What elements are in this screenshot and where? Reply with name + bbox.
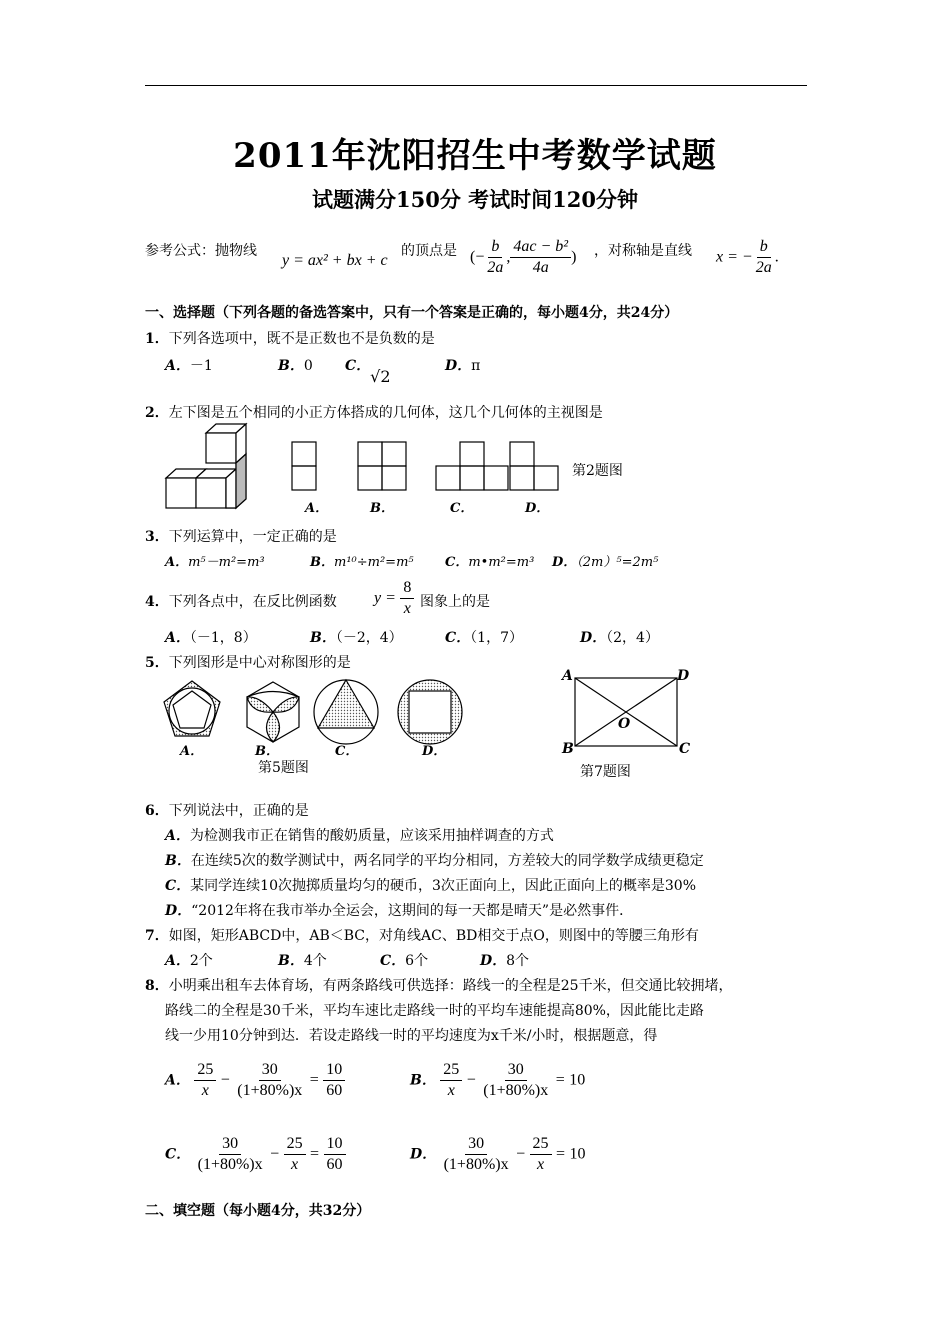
q1-option-a[interactable]: A．－1 (165, 358, 213, 374)
q5-label-d[interactable]: D． (422, 744, 447, 759)
axis-lhs: x = − (716, 248, 753, 266)
q7-caption: 第7题图 (580, 764, 631, 780)
q7-vertex-d: D (677, 668, 690, 684)
q7-option-d[interactable]: D．8个 (480, 953, 530, 969)
vertex-y-num: 4ac − b² (510, 237, 571, 258)
q7-center-o: O (618, 716, 631, 732)
q7-vertex-a: A (562, 668, 573, 684)
q5: 5．下列图形是中心对称图形的是 (145, 655, 351, 671)
vertex-y-den: 4a (532, 259, 549, 276)
page-subtitle: 试题满分150分 考试时间120分钟 (312, 187, 638, 212)
q2-caption: 第2题图 (572, 463, 623, 479)
q4-option-c[interactable]: C．（1，7） (445, 630, 523, 646)
q5-label-a[interactable]: A． (180, 744, 204, 759)
q3-option-b[interactable]: B．m¹⁰÷m²=m⁵ (310, 555, 414, 570)
axis-num: b (757, 237, 771, 258)
q2-solid-figure (160, 420, 260, 512)
formula-axis-text: ，对称轴是直线 (594, 243, 692, 259)
q8-line2: 路线二的全程是30千米，平均车速比走路线一时的平均车速能提高80%，因此能比走路 (165, 1003, 704, 1019)
formula-axis: x = − $\frac{b}{2a}$ . (716, 238, 779, 276)
formula-vertex-text: 的顶点是 (401, 243, 457, 259)
q8-line1: 8．小明乘出租车去体育场，有两条路线可供选择：路线一的全程是25千米，但交通比较拥堵， (145, 978, 733, 994)
q5-figures (160, 676, 470, 748)
q6: 6．下列说法中，正确的是 (145, 803, 309, 819)
q3: 3．下列运算中，一定正确的是 (145, 529, 337, 545)
q7: 7．如图，矩形ABCD中，AB＜BC，对角线AC、BD相交于点O，则图中的等腰三角形有 (145, 928, 699, 944)
section2-heading: 二、填空题（每小题4分，共32分） (145, 1203, 371, 1219)
q7-option-b[interactable]: B．4个 (278, 953, 327, 969)
q5-label-b[interactable]: B． (255, 744, 279, 759)
q4-option-a[interactable]: A．（－1，8） (165, 630, 257, 646)
q4-option-b[interactable]: B．（－2，4） (310, 630, 403, 646)
q2-label-c[interactable]: C． (450, 501, 474, 516)
formula-lead: 参考公式：抛物线 (145, 243, 257, 259)
q4-function: y = $\frac{8}{x}$ (374, 578, 414, 619)
q8-option-a[interactable]: A． $\frac{25}{x}$ − $\frac{30}{(1+80\%)x}$ = $\frac{10}{60}$ (165, 1060, 345, 1101)
q1-option-b[interactable]: B．0 (278, 358, 313, 374)
q7-vertex-b: B (562, 741, 574, 757)
q6-option-c[interactable]: C．某同学连续10次抛掷质量均匀的硬币，3次正面向上，因此正面向上的概率是30% (165, 878, 696, 894)
q8-line3: 线一少用10分钟到达．若设走路线一时的平均速度为x千米/小时，根据题意，得 (165, 1028, 658, 1044)
formula-parabola: y = ax² + bx + c (282, 252, 388, 269)
q7-option-c[interactable]: C．6个 (380, 953, 429, 969)
q1-option-c[interactable]: C．√2 (345, 358, 391, 386)
vertex-x-den: 2a (487, 259, 504, 276)
q7-vertex-c: C (679, 741, 691, 757)
q6-option-b[interactable]: B．在连续5次的数学测试中，两名同学的平均分相同，方差较大的同学数学成绩更稳定 (165, 853, 704, 869)
q2-option-views (290, 440, 570, 492)
q8-option-c[interactable]: C． $\frac{30}{(1+80\%)x}$ − $\frac{25}{x}$ = $\frac{10}{60}$ (165, 1134, 346, 1175)
q6-option-d[interactable]: D．“2012年将在我市举办全运会，这期间的每一天都是晴天”是必然事件． (165, 903, 634, 919)
q5-label-c[interactable]: C． (335, 744, 359, 759)
section1-heading: 一、选择题（下列各题的备选答案中，只有一个答案是正确的，每小题4分，共24分） (145, 305, 679, 321)
q7-option-a[interactable]: A．2个 (165, 953, 213, 969)
q2: 2．左下图是五个相同的小正方体搭成的几何体，这几个几何体的主视图是 (145, 405, 603, 421)
q2-label-b[interactable]: B． (370, 501, 394, 516)
q4-option-d[interactable]: D．（2，4） (580, 630, 659, 646)
q6-option-a[interactable]: A．为检测我市正在销售的酸奶质量，应该采用抽样调查的方式 (165, 828, 554, 844)
top-rule (145, 85, 807, 86)
q3-option-a[interactable]: A．m⁵－m²=m³ (165, 555, 265, 570)
axis-den: 2a (755, 259, 772, 276)
q4-stem: 4．下列各点中，在反比例函数 (145, 594, 337, 610)
q8-option-b[interactable]: B． $\frac{25}{x}$ − $\frac{30}{(1+80\%)x}$ = 10 (410, 1061, 586, 1099)
q3-option-c[interactable]: C．m•m²=m³ (445, 555, 535, 570)
q2-label-d[interactable]: D． (525, 501, 550, 516)
q8-option-d[interactable]: D． $\frac{30}{(1+80\%)x}$ − $\frac{25}{x}$ = 10 (410, 1135, 586, 1173)
formula-vertex: (− $\frac{b}{2a}$ , $\frac{\text{4ac − b²}}{4a}$ ) (470, 238, 577, 276)
q2-label-a[interactable]: A． (305, 501, 329, 516)
q1-option-d[interactable]: D．π (445, 358, 481, 374)
vertex-x-num: b (488, 237, 502, 258)
q4-stem-end: 图象上的是 (420, 594, 490, 610)
q1: 1．下列各选项中，既不是正数也不是负数的是 (145, 331, 435, 347)
q5-caption: 第5题图 (258, 760, 309, 776)
page-title: 2011年沈阳招生中考数学试题 (233, 136, 717, 176)
q3-option-d[interactable]: D．（2m）⁵=2m⁵ (552, 555, 659, 570)
